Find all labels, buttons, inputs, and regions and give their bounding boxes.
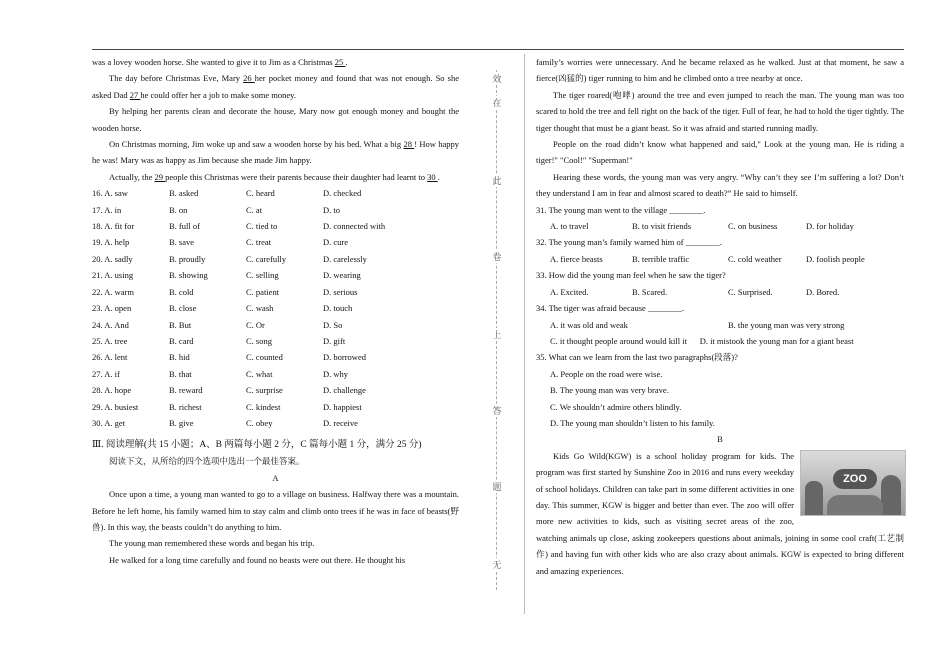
option-row: 18. A. fit for B. full of C. tied to D. connected with bbox=[92, 221, 386, 232]
binding-char: 答 bbox=[490, 404, 504, 417]
section-instruction: 阅读下文，从所给的四个选项中选出一个最佳答案。 bbox=[109, 456, 305, 467]
passage-paragraph: Hearing these words, the young man was very angry. “Why can’t they see I’m suffering a lot? Don’t they understand I am in fear and almost scared to death?” He said to himself. bbox=[536, 171, 904, 199]
option-row: 30. A. get B. give C. obey D. receive bbox=[92, 417, 358, 428]
binding-char: 此 bbox=[490, 174, 504, 187]
binding-char: 卷 bbox=[490, 250, 504, 263]
blank-28: 28 bbox=[403, 139, 415, 150]
zoo-image bbox=[800, 450, 906, 516]
passage-paragraph: Once upon a time, a young man wanted to go to a village on business. Halfway there was a mountain. Before he left home, his family warned him to stay calm and climb onto trees if he was in face of beasts(野兽). In this way, the beasts couldn’t do anything to him. bbox=[92, 489, 459, 532]
question-options: C. it thought people around would kill it D. it mistook the young man for a giant beast bbox=[550, 335, 854, 346]
question-option: D. The young man shouldn’t listen to his family. bbox=[550, 417, 715, 428]
option-list bbox=[92, 185, 459, 431]
passage-paragraph: People on the road didn’t know what happened and said," Look at the young man. He is riding a tiger!" "Cool!" "Superman!" bbox=[536, 139, 904, 166]
column-divider bbox=[524, 54, 525, 614]
option-row: 17. A. in B. on C. at D. to bbox=[92, 204, 340, 215]
cloze-paragraph: Actually, the 29 people this Christmas were their parents because their daughter had learnt to 30 . bbox=[109, 171, 440, 182]
passage-paragraph: family’s worries were unnecessary. And he became relaxed as he walked. Just at that moment, he saw a fierce(凶猛的) tiger running to him and he climbed onto a tree nearby at once. bbox=[536, 57, 904, 84]
section-heading: Ⅲ. 阅读理解(共 15 小题；A、B 两篇每小题 2 分，C 篇每小题 1 分，满分 25 分) bbox=[92, 440, 422, 451]
cloze-paragraph: By helping her parents clean and decorate the house, Mary now got enough money and bought the wooden horse. bbox=[92, 106, 459, 133]
option-row: 23. A. open B. close C. wash D. touch bbox=[92, 303, 353, 314]
question-options: A. it was old and weak B. the young man was very strong bbox=[550, 319, 845, 330]
question-option: B. The young man was very brave. bbox=[550, 385, 669, 396]
passage-label-a: A bbox=[272, 472, 279, 483]
passage-paragraph: The tiger roared(咆哮) around the tree and even jumped to reach the man. The young man was too scared to hold the tree and fell right on the back of the tiger. Full of fear, he had to hold the tiger tightly. The tiger thought that must be a giant beast. So it was afraid and started running madly. bbox=[536, 89, 904, 133]
question-options: A. to travel B. to visit friends C. on business D. for holiday bbox=[550, 221, 854, 232]
question-35: 35. What can we learn from the last two paragraphs(段落)? bbox=[536, 352, 738, 363]
binding-char: 题 bbox=[490, 480, 504, 493]
binding-char: 上 bbox=[490, 328, 504, 341]
option-row: 16. A. saw B. asked C. heard D. checked bbox=[92, 188, 362, 199]
question-34: 34. The tiger was afraid because ________. bbox=[536, 303, 685, 314]
binding-char: 在 bbox=[490, 96, 504, 109]
option-row: 26. A. lent B. hid C. counted D. borrowed bbox=[92, 352, 366, 363]
blank-29: 29 bbox=[154, 171, 166, 182]
question-32: 32. The young man’s family warned him of ________. bbox=[536, 237, 722, 248]
cloze-paragraph: The day before Christmas Eve, Mary 26 her pocket money and found that was not enough. So she asked Dad 27 he could offer her a job to make some money. bbox=[92, 73, 459, 100]
passage-paragraph: The young man remembered these words and began his trip. bbox=[109, 538, 315, 549]
question-option: A. People on the road were wise. bbox=[550, 368, 663, 379]
question-options: A. fierce beasts B. terrible traffic C. cold weather D. foolish people bbox=[550, 253, 865, 264]
option-row: 27. A. if B. that C. what D. why bbox=[92, 368, 349, 379]
passage-label-b: B bbox=[717, 434, 723, 445]
question-31: 31. The young man went to the village ________. bbox=[536, 204, 706, 215]
option-row: 24. A. And B. But C. Or D. So bbox=[92, 319, 343, 330]
blank-27: 27 bbox=[129, 89, 141, 100]
question-options: A. Excited. B. Scared. C. Surprised. D. Bored. bbox=[550, 286, 840, 297]
binding-char: 效 bbox=[490, 72, 504, 85]
option-row: 29. A. busiest B. richest C. kindest D. happiest bbox=[92, 401, 362, 412]
option-row: 19. A. help B. save C. treat D. cure bbox=[92, 237, 349, 248]
option-row: 21. A. using B. showing C. selling D. wearing bbox=[92, 270, 361, 281]
binding-char: 无 bbox=[490, 558, 504, 571]
option-row: 28. A. hope B. reward C. surprise D. challenge bbox=[92, 385, 366, 396]
cloze-paragraph: was a lovey wooden horse. She wanted to give it to Jim as a Christmas 25 . bbox=[92, 57, 348, 67]
option-row: 22. A. warm B. cold C. patient D. serious bbox=[92, 286, 358, 297]
binding-seal-line bbox=[490, 70, 504, 590]
blank-25: 25 bbox=[334, 57, 346, 67]
passage-paragraph: He walked for a long time carefully and found no beasts were out there. He thought his bbox=[109, 554, 406, 565]
question-33: 33. How did the young man feel when he saw the tiger? bbox=[536, 270, 726, 281]
zoo-sign: ZOO bbox=[833, 469, 877, 489]
passage-paragraph: Kids Go Wild(KGW) is a school holiday program for kids. The program was first started by Sunshine Zoo in 2016 and runs every weekday of school holidays. Children can take part in some different activities in one day. This summer, KGW is bigger and better than ever. The zoo will offer more new activities to kids, such as visiting secret areas of the zoo, watching animals up close, asking zookeepers questions about animals, joining in some cool craft(工艺制作) and having fun with other kids who are also crazy about animals. KGW is expected to bring different and amazing experiences. bbox=[536, 450, 904, 576]
top-rule bbox=[92, 49, 904, 50]
option-row: 20. A. sadly B. proudly C. carefully D. carelessly bbox=[92, 253, 367, 264]
cloze-paragraph: On Christmas morning, Jim woke up and saw a wooden horse by his bed. What a big 28 ! How happy he was! Mary was as happy as Jim because she made Jim happy. bbox=[92, 139, 460, 166]
right-column bbox=[536, 54, 904, 579]
blank-30: 30 bbox=[427, 171, 438, 182]
question-option: C. We shouldn’t admire others blindly. bbox=[550, 401, 682, 412]
option-row: 25. A. tree B. card C. song D. gift bbox=[92, 335, 346, 346]
blank-26: 26 bbox=[243, 73, 255, 84]
left-column bbox=[92, 54, 459, 568]
